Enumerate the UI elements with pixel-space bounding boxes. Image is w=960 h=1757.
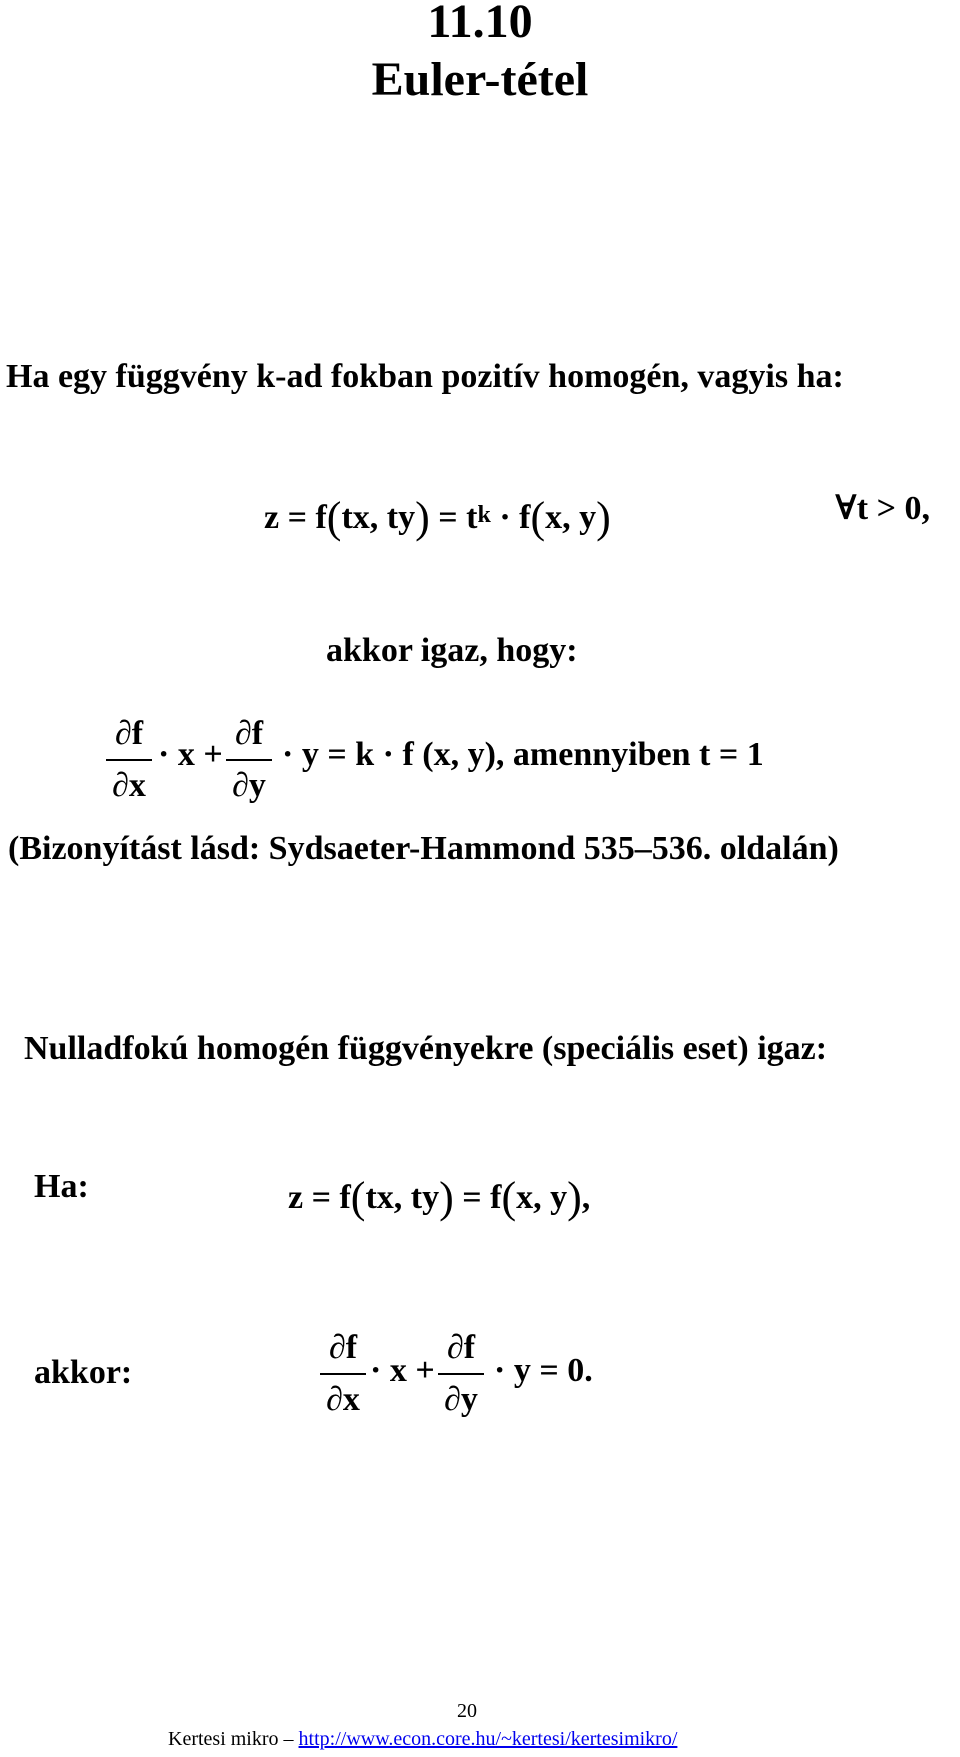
eq3-close-paren: ) bbox=[439, 1173, 454, 1222]
eq4-label: akkor: bbox=[34, 1354, 133, 1391]
eq1-exponent: k bbox=[477, 502, 491, 528]
footer-credit: Kertesi mikro – bbox=[168, 1728, 294, 1750]
eq2-denominator-y: ∂y bbox=[232, 767, 266, 804]
eq4-fraction-x bbox=[320, 1326, 366, 1422]
eq1-close-paren: ) bbox=[415, 493, 430, 542]
eq1-close-paren-2: ) bbox=[596, 493, 611, 542]
eq4-numerator-x: ∂f bbox=[328, 1329, 358, 1366]
eq3-tail: , bbox=[581, 1179, 591, 1216]
eq4-middle-2: · y = 0. bbox=[494, 1352, 593, 1389]
zero-degree-text: Nulladfokú homogén függvényekre (speciális eset) igaz: bbox=[24, 1030, 828, 1067]
eq2-middle-2: · y = k · f (x, y), amennyiben t = 1 bbox=[282, 736, 764, 773]
eq3-eq: = f bbox=[462, 1179, 502, 1216]
eq1-args2: x, y bbox=[545, 499, 597, 536]
eq1-rhs-f: · f bbox=[499, 499, 531, 536]
fraction-bar bbox=[320, 1373, 366, 1375]
eq2-numerator-y: ∂f bbox=[234, 715, 264, 752]
fraction-bar bbox=[106, 759, 152, 761]
section-number: 11.10 bbox=[427, 0, 533, 48]
eq1-lhs: z = f bbox=[264, 499, 327, 536]
eq2-fraction-y bbox=[226, 712, 272, 808]
eq3-args1: tx, ty bbox=[365, 1179, 440, 1216]
fraction-bar bbox=[438, 1373, 484, 1375]
eq1-eq: = t bbox=[438, 499, 478, 536]
eq4-fraction-y bbox=[438, 1326, 484, 1422]
eq3-close-paren-2: ) bbox=[567, 1173, 582, 1222]
page-number: 20 bbox=[457, 1700, 477, 1722]
page-title: Euler-tétel bbox=[371, 53, 589, 106]
intro-text: Ha egy függvény k-ad fokban pozitív homogén, vagyis ha: bbox=[6, 358, 844, 395]
footer-line bbox=[168, 1728, 677, 1751]
eq1-open-paren: ( bbox=[326, 493, 342, 542]
eq4-numerator-y: ∂f bbox=[446, 1329, 476, 1366]
eq3-label: Ha: bbox=[34, 1168, 89, 1205]
proof-reference: (Bizonyítást lásd: Sydsaeter-Hammond 535–536. oldalán) bbox=[8, 830, 839, 867]
eq2-middle-1: · x + bbox=[158, 736, 223, 773]
eq3-lhs: z = f bbox=[288, 1179, 351, 1216]
eq4-denominator-y: ∂y bbox=[444, 1381, 478, 1418]
footer-link[interactable]: http://www.econ.core.hu/~kertesi/kertesimikro/ bbox=[298, 1728, 678, 1750]
eq2-numerator-x: ∂f bbox=[114, 715, 144, 752]
eq1-condition: ∀t > 0, bbox=[835, 490, 930, 527]
then-text: akkor igaz, hogy: bbox=[326, 632, 578, 669]
eq1-args1: tx, ty bbox=[341, 499, 416, 536]
eq2-denominator-x: ∂x bbox=[112, 767, 146, 804]
fraction-bar bbox=[226, 759, 272, 761]
eq4-denominator-x: ∂x bbox=[326, 1381, 360, 1418]
eq4-middle-1: · x + bbox=[370, 1352, 435, 1389]
homogeneity-equation bbox=[264, 488, 611, 542]
eq1-open-paren-2: ( bbox=[530, 493, 546, 542]
eq2-fraction-x bbox=[106, 712, 152, 808]
eq3-args2: x, y bbox=[516, 1179, 568, 1216]
eq3-open-paren-2: ( bbox=[501, 1173, 517, 1222]
zero-degree-equation bbox=[288, 1168, 591, 1222]
eq3-open-paren: ( bbox=[350, 1173, 366, 1222]
